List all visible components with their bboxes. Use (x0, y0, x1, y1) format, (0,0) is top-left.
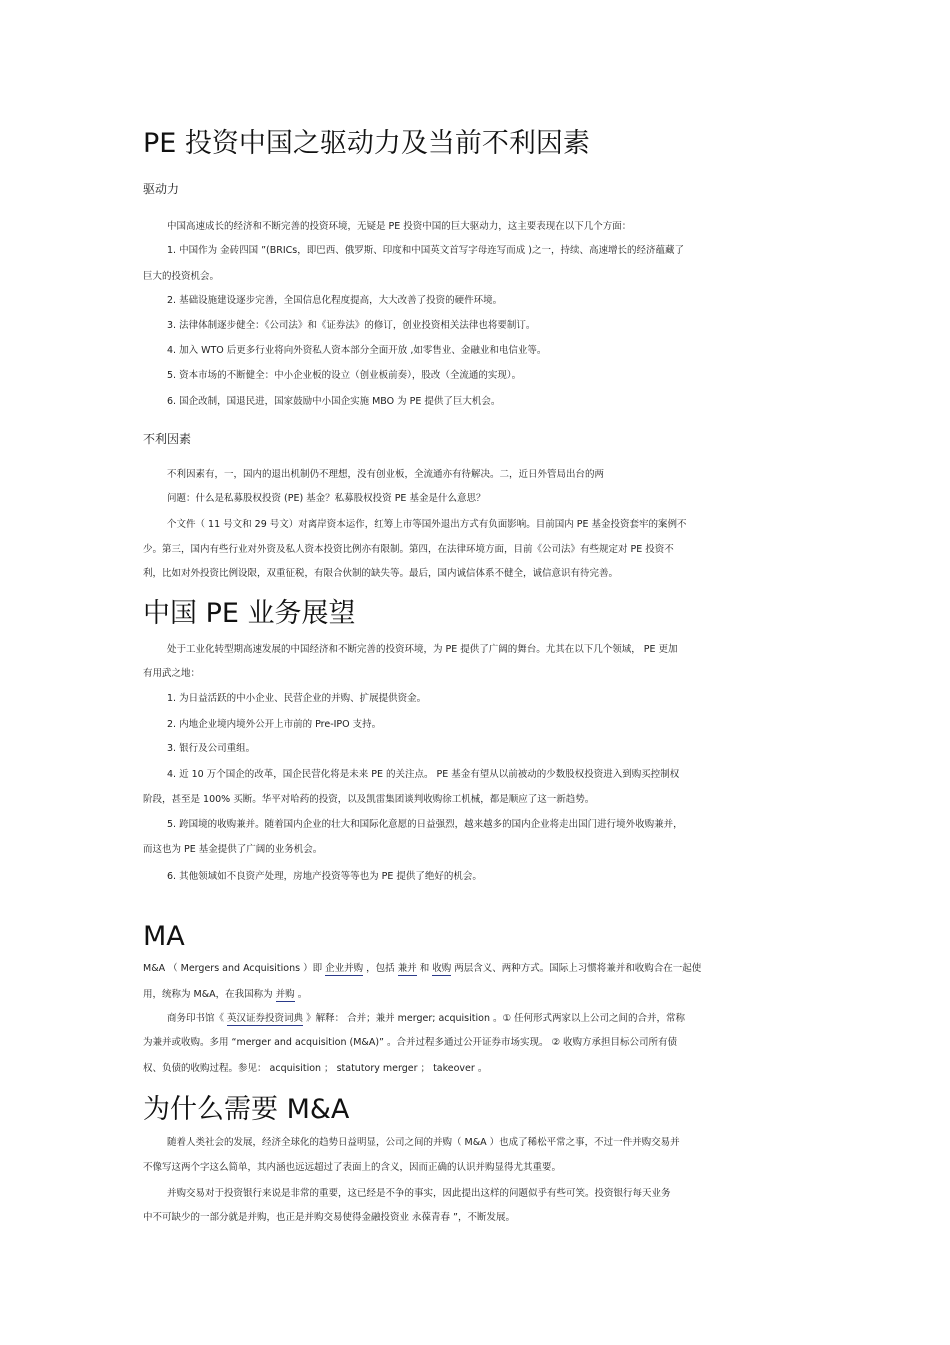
section-title: MA (143, 921, 185, 952)
list-item: 3. 法律体制逐步健全：《公司法》和《证券法》的修订，创业投资相关法律也将要制订。 (167, 320, 536, 331)
list-item: 1. 中国作为 金砖四国 ”(BRICs，即巴西、俄罗斯、印度和中国英文首写字母连写而成 )之一，持续、高速增长的经济蕴藏了 (167, 245, 684, 256)
list-item: 2. 内地企业境内境外公开上市前的 Pre-IPO 支持。 (167, 719, 382, 730)
list-item: 4. 近 10 万个国企的改革，国企民营化将是未来 PE 的关注点。 PE 基金有望从以前被动的少数股权投资进入到购买控制权 (167, 769, 680, 780)
link-dictionary[interactable]: 英汉证券投资词典 (227, 1013, 304, 1024)
paragraph-line: 中不可缺少的一部分就是并购，也正是并购交易使得金融投资业 永葆青春 ”，不断发展。 (143, 1212, 515, 1223)
list-item: 4. 加入 WTO 后更多行业将向外资私人资本部分全面开放 ,如零售业、金融业和电信业等。 (167, 345, 547, 356)
text-run: 和 (416, 963, 433, 974)
list-item: 3. 银行及公司重组。 (167, 743, 256, 754)
paragraph-line (167, 1012, 685, 1026)
section-title: 中国 PE 业务展望 (143, 598, 356, 629)
section-title: PE 投资中国之驱动力及当前不利因素 (143, 128, 590, 159)
text-run: M&A （ Mergers and Acquisitions ）即 (143, 963, 326, 974)
paragraph-line: 巨大的投资机会。 (143, 271, 220, 282)
text-run: 。 (294, 989, 308, 1000)
paragraph-line: 为兼并或收购。多用 “merger and acquisition (M&A)” 。合并过程多通过公开证券市场实现。 ② 收购方承担目标公司所有债 (143, 1037, 678, 1048)
list-item: 5. 跨国境的收购兼并。随着国内企业的壮大和国际化意愿的日益强烈，越来越多的国内企业将走出国门进行境外收购兼并， (167, 819, 683, 830)
paragraph-line: 有用武之地： (143, 668, 201, 679)
paragraph-line: 利，比如对外投资比例设限，双重征税，有限合伙制的缺失等。最后，国内诚信体系不健全，诚信意识有待完善。 (143, 568, 619, 579)
list-item: 6. 国企改制，国退民进，国家鼓励中小国企实施 MBO 为 PE 提供了巨大机会。 (167, 396, 501, 407)
text-run: 两层含义、两种方式。国际上习惯将兼并和收购合在一起使 (451, 963, 702, 974)
link-acquisition[interactable]: 收购 (432, 963, 452, 974)
text-run: ，包括 (363, 963, 398, 974)
paragraph-line: 不利因素有，一，国内的退出机制仍不理想，没有创业板，全流通亦有待解决。二，近日外管局出台的两 (167, 469, 605, 480)
link-merger[interactable]: 兼并 (397, 963, 417, 974)
paragraph-line: 并购交易对于投资银行来说是非常的重要，这已经是不争的事实，因此提出这样的问题似乎有些可笑。投资银行每天业务 (167, 1188, 671, 1199)
paragraph-line: 阶段，甚至是 100% 买断。华平对哈药的投资，以及凯雷集团谈判收购徐工机械，都是顺应了这一新趋势。 (143, 794, 595, 805)
list-item: 6. 其他领域如不良资产处理，房地产投资等等也为 PE 提供了绝好的机会。 (167, 871, 482, 882)
text-run: 》解释： 合并；兼并 merger; acquisition 。① 任何形式两家以上公司之间的合并，常称 (303, 1013, 686, 1024)
paragraph-line (143, 988, 307, 1002)
paragraph-line: 权、负债的收购过程。参见： acquisition ； statutory merger ； takeover 。 (143, 1063, 488, 1074)
paragraph-line: 个文件（ 11 号文和 29 号文）对离岸资本运作，红筹上市等国外退出方式有负面影响。目前国内 PE 基金投资套牢的案例不 (167, 519, 687, 530)
list-item: 1. 为日益活跃的中小企业、民营企业的并购、扩展提供资金。 (167, 693, 427, 704)
text-run: 商务印书馆《 (167, 1013, 228, 1024)
paragraph-line: 问题：什么是私募股权投资 (PE) 基金？私募股权投资 PE 基金是什么意思？ (167, 493, 486, 504)
subsection-heading: 驱动力 (143, 182, 180, 196)
text-run: 用，统称为 M&A，在我国称为 (143, 989, 276, 1000)
paragraph-line: 随着人类社会的发展，经济全球化的趋势日益明显，公司之间的并购（ M&A ）也成了稀松平常之事，不过一件并购交易并 (167, 1137, 680, 1148)
paragraph-line: 中国高速成长的经济和不断完善的投资环境，无疑是 PE 投资中国的巨大驱动力，这主要表现在以下几个方面： (167, 221, 632, 232)
paragraph-line: 处于工业化转型期高速发展的中国经济和不断完善的投资环境，为 PE 提供了广阔的舞台。尤其在以下几个领域， PE 更加 (167, 644, 678, 655)
paragraph-line (143, 962, 701, 976)
link-enterprise-mna[interactable]: 企业并购 (325, 963, 364, 974)
list-item: 2. 基础设施建设逐步完善，全国信息化程度提高，大大改善了投资的硬件环境。 (167, 295, 503, 306)
paragraph-line: 不像写这两个字这么简单，其内涵也远远超过了表面上的含义，因而正确的认识并购显得尤其重要。 (143, 1162, 562, 1173)
section-title: 为什么需要 M&A (143, 1094, 350, 1125)
link-mna[interactable]: 并购 (275, 989, 295, 1000)
list-item: 5. 资本市场的不断健全：中小企业板的设立（创业板前奏），股改（全流通的实现）。 (167, 370, 522, 381)
paragraph-line: 而这也为 PE 基金提供了广阔的业务机会。 (143, 844, 323, 855)
paragraph-line: 少。第三，国内有些行业对外资及私人资本投资比例亦有限制。第四，在法律环境方面，目前《公司法》有些规定对 PE 投资不 (143, 544, 674, 555)
subsection-heading: 不利因素 (143, 432, 192, 446)
